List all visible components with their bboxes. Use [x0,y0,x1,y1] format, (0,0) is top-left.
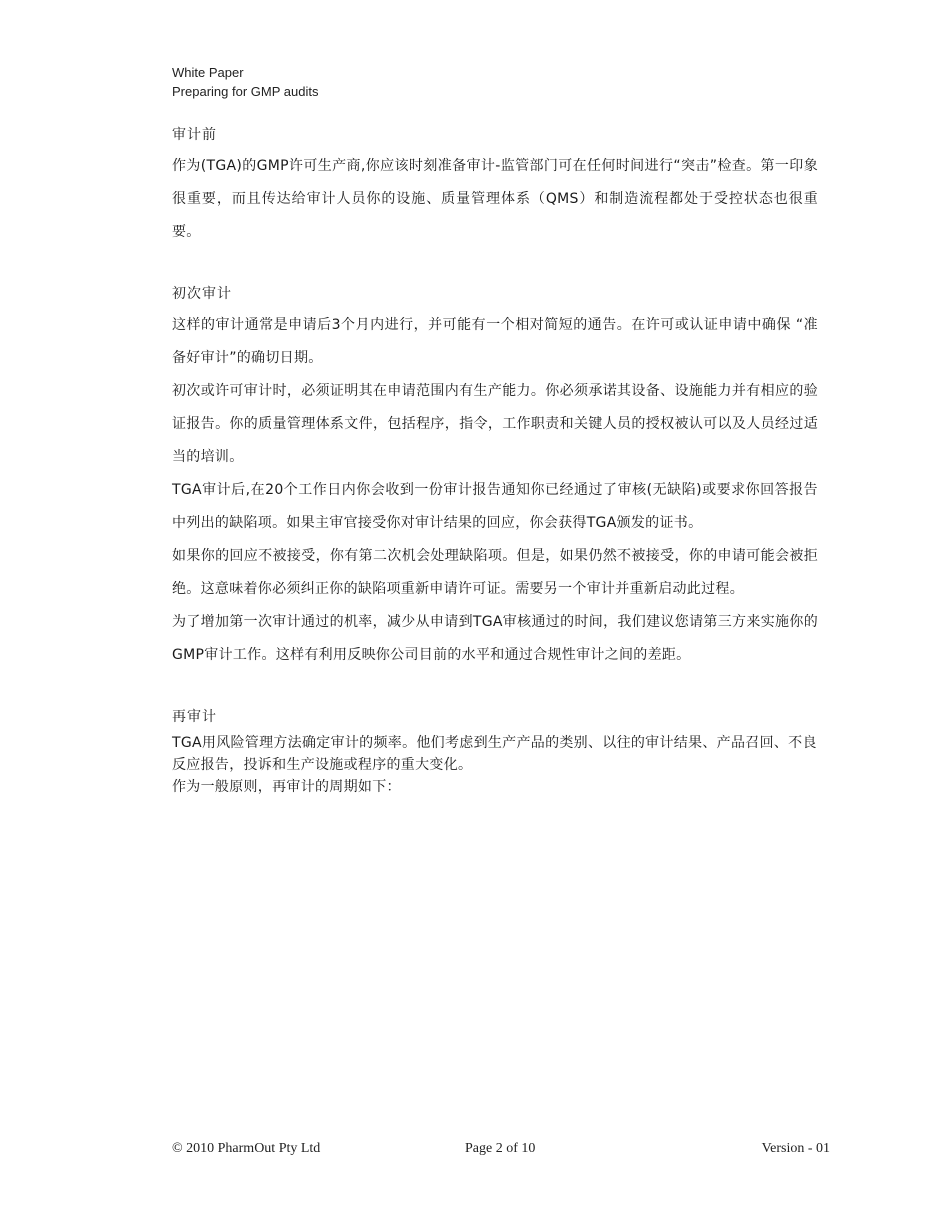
paragraph: 如果你的回应不被接受，你有第二次机会处理缺陷项。但是，如果仍然不被接受，你的申请可能会被拒绝。这意味着你必须纠正你的缺陷项重新申请许可证。需要另一个审计并重新启动此过程。 [172,548,818,597]
section-initial-audit [172,279,818,672]
section-before-audit [172,120,818,249]
page-body [172,120,818,798]
paragraph: 作为(TGA)的GMP许可生产商,你应该时刻准备审计-监管部门可在任何时间进行“突击”检查。第一印象很重要，而且传达给审计人员你的设施、质量管理体系（QMS）和制造流程都处于受控状态也很重要。 [172,158,818,240]
section-re-audit [172,702,818,798]
header-doc-title: Preparing for GMP audits [172,84,319,99]
document-header [172,63,318,101]
footer-page-number: Page 2 of 10 [465,1141,536,1156]
header-doc-type: White Paper [172,65,244,80]
section-heading: 审计前 [172,127,217,143]
paragraph: 这样的审计通常是申请后3个月内进行，并可能有一个相对简短的通告。在许可或认证申请中确保 “准备好审计”的确切日期。 [172,317,818,366]
paragraph: TGA审计后,在20个工作日内你会收到一份审计报告通知你已经通过了审核(无缺陷)或要求你回答报告中列出的缺陷项。如果主审官接受你对审计结果的回应，你会获得TGA颁发的证书。 [172,482,818,531]
footer-version: Version - 01 [761,1141,830,1156]
section-heading: 再审计 [172,709,217,725]
footer-copyright: © 2010 PharmOut Pty Ltd [172,1141,321,1156]
paragraph: TGA用风险管理方法确定审计的频率。他们考虑到生产产品的类别、以往的审计结果、产品召回、不良反应报告，投诉和生产设施或程序的重大变化。 [172,735,817,773]
paragraph: 为了增加第一次审计通过的机率，减少从申请到TGA审核通过的时间，我们建议您请第三方来实施你的GMP审计工作。这样有利用反映你公司目前的水平和通过合规性审计之间的差距。 [172,614,818,663]
paragraph: 作为一般原则，再审计的周期如下： [172,779,401,795]
section-heading: 初次审计 [172,286,232,302]
paragraph: 初次或许可审计时，必须证明其在申请范围内有生产能力。你必须承诺其设备、设施能力并有相应的验证报告。你的质量管理体系文件，包括程序，指令，工作职责和关键人员的授权被认可以及人员经过适当的培训。 [172,383,818,465]
